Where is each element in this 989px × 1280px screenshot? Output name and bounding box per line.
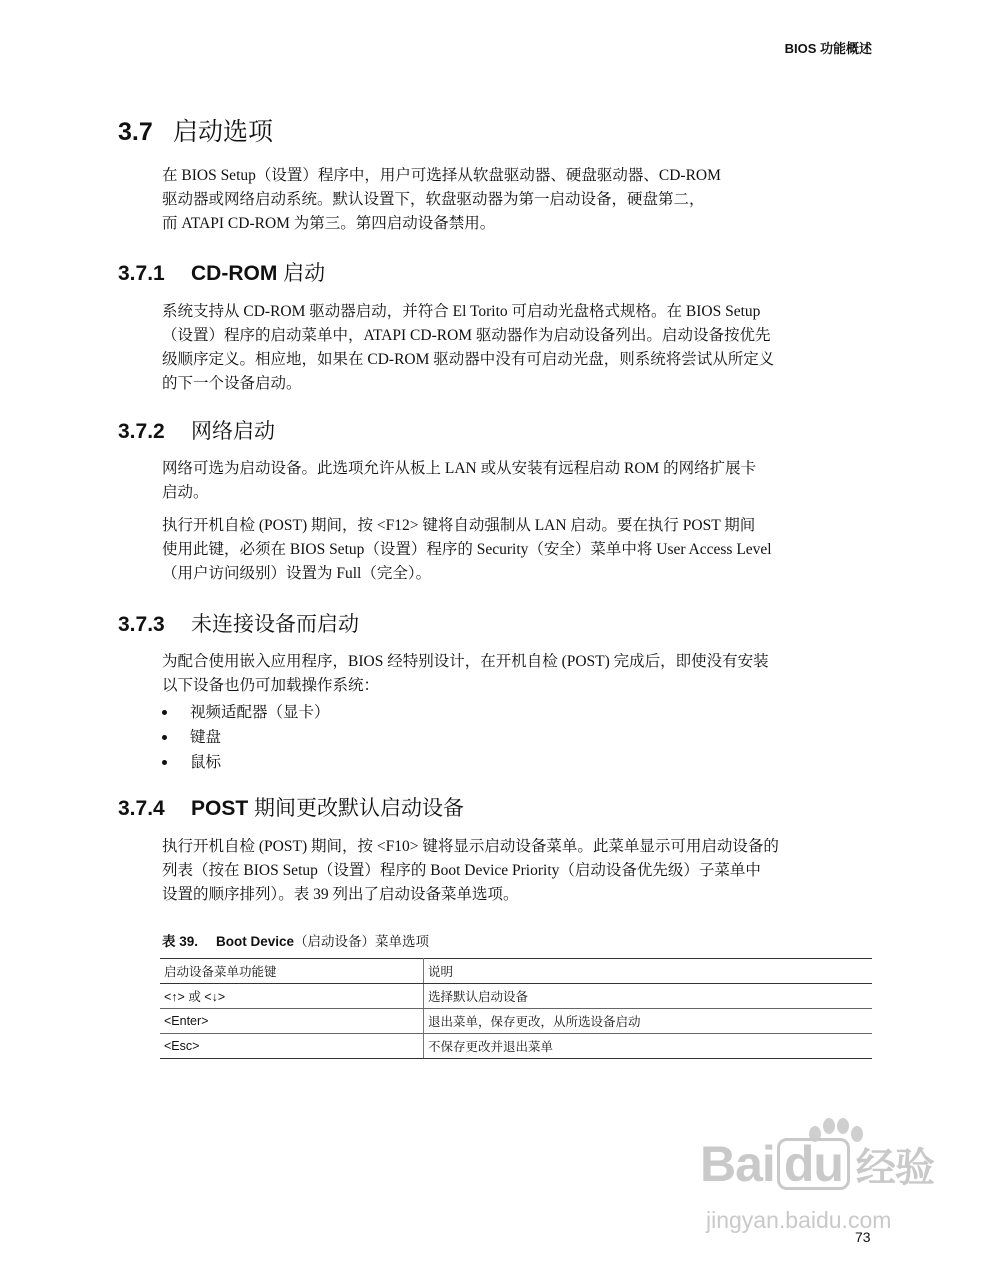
heading-3-7-4 [118, 795, 464, 823]
watermark-logo [700, 1135, 934, 1193]
paragraph-line: 执行开机自检 (POST) 期间，按 <F12> 键将自动强制从 LAN 启动。要在执行 POST 期间 [162, 517, 756, 534]
paragraph-line: 设置的顺序排列）。表 39 列出了启动设备菜单选项。 [162, 886, 519, 903]
intro-line: 在 BIOS Setup（设置）程序中，用户可选择从软盘驱动器、硬盘驱动器、CD-ROM [162, 167, 721, 184]
paragraph-3-7-2-b [162, 514, 872, 586]
paragraph-line: 执行开机自检 (POST) 期间，按 <F10> 键将显示启动设备菜单。此菜单显示可用启动设备的 [162, 838, 779, 855]
bullet-icon [162, 735, 167, 740]
heading-title-cn: 启动 [277, 262, 326, 285]
heading-title-en: POST [191, 797, 249, 820]
table-cell-description: 选择默认启动设备 [424, 984, 873, 1009]
table-cell-description: 不保存更改并退出菜单 [424, 1034, 873, 1059]
baidu-jingyan-watermark [700, 1135, 940, 1245]
list-item-text: 键盘 [190, 729, 222, 746]
heading-title-en: CD-ROM [191, 262, 278, 285]
boot-device-menu-table [160, 958, 872, 1059]
intro-line: 而 ATAPI CD-ROM 为第三。第四启动设备禁用。 [162, 215, 496, 232]
bullet-icon [162, 710, 167, 715]
table-caption-title-en: Boot Device [216, 934, 295, 949]
table-cell-key: <↑> 或 <↓> [160, 984, 424, 1009]
table-caption-number: 表 39. [162, 934, 199, 949]
paragraph-3-7-2-a [162, 457, 872, 505]
paragraph-line: （用户访问级别）设置为 Full（完全）。 [162, 565, 432, 582]
column-header-description: 说明 [424, 959, 873, 984]
heading-number: 3.7.1 [118, 262, 165, 285]
list-item-text: 视频适配器（显卡） [190, 704, 330, 721]
paragraph-3-7-1 [162, 300, 872, 396]
table-header-row [160, 959, 872, 984]
heading-3-7-1 [118, 260, 325, 288]
table-row [160, 1034, 872, 1059]
section-intro [162, 164, 872, 236]
paragraph-line: 网络可选为启动设备。此选项允许从板上 LAN 或从安装有远程启动 ROM 的网络扩展卡 [162, 460, 757, 477]
table-cell-key: <Enter> [160, 1009, 424, 1034]
section-number: 3.7 [118, 118, 153, 146]
list-item [162, 750, 330, 775]
heading-title-cn: 期间更改默认启动设备 [248, 797, 465, 820]
heading-3-7-3 [118, 611, 359, 639]
paragraph-line: 启动。 [162, 484, 209, 501]
table-cell-description: 退出菜单，保存更改，从所选设备启动 [424, 1009, 873, 1034]
paragraph-3-7-3 [162, 650, 872, 698]
paragraph-3-7-4 [162, 835, 872, 907]
heading-3-7-2 [118, 418, 275, 446]
column-header-key: 启动设备菜单功能键 [160, 959, 424, 984]
table-caption-title-cn: （启动设备）菜单选项 [294, 934, 430, 949]
running-header: BIOS 功能概述 [784, 41, 872, 56]
watermark-url: jingyan.baidu.com [706, 1207, 892, 1233]
table-caption [162, 930, 429, 950]
page-number: 73 [855, 1229, 871, 1245]
paragraph-line: 使用此键，必须在 BIOS Setup（设置）程序的 Security（安全）菜单中将 User Access Level [162, 541, 772, 558]
list-item [162, 725, 330, 750]
paragraph-line: 为配合使用嵌入应用程序，BIOS 经特别设计，在开机自检 (POST) 完成后，即使没有安装 [162, 653, 769, 670]
heading-number: 3.7.2 [118, 420, 165, 443]
table-row [160, 984, 872, 1009]
paragraph-line: 系统支持从 CD-ROM 驱动器启动，并符合 El Torito 可启动光盘格式规格。在 BIOS Setup [162, 303, 761, 320]
device-list [162, 700, 330, 775]
list-item-text: 鼠标 [190, 754, 222, 771]
paragraph-line: 级顺序定义。相应地，如果在 CD-ROM 驱动器中没有可启动光盘，则系统将尝试从所定义 [162, 351, 775, 368]
intro-line: 驱动器或网络启动系统。默认设置下，软盘驱动器为第一启动设备，硬盘第二， [162, 191, 705, 208]
watermark-logo-du: du [777, 1138, 850, 1190]
paragraph-line: （设置）程序的启动菜单中，ATAPI CD-ROM 驱动器作为启动设备列出。启动设备按优先 [162, 327, 771, 344]
section-heading [118, 116, 273, 148]
paragraph-line: 以下设备也仍可加载操作系统： [162, 677, 380, 694]
paragraph-line: 列表（按在 BIOS Setup（设置）程序的 Boot Device Priority（启动设备优先级）子菜单中 [162, 862, 761, 879]
table-row [160, 1009, 872, 1034]
section-title: 启动选项 [173, 118, 274, 146]
watermark-logo-cn: 经验 [855, 1146, 934, 1190]
heading-number: 3.7.4 [118, 797, 165, 820]
paragraph-line: 的下一个设备启动。 [162, 375, 302, 392]
heading-title: 未连接设备而启动 [191, 613, 359, 636]
watermark-logo-text: Bai [700, 1136, 775, 1192]
bullet-icon [162, 760, 167, 765]
table-cell-key: <Esc> [160, 1034, 424, 1059]
heading-title: 网络启动 [191, 420, 275, 443]
list-item [162, 700, 330, 725]
heading-number: 3.7.3 [118, 613, 165, 636]
